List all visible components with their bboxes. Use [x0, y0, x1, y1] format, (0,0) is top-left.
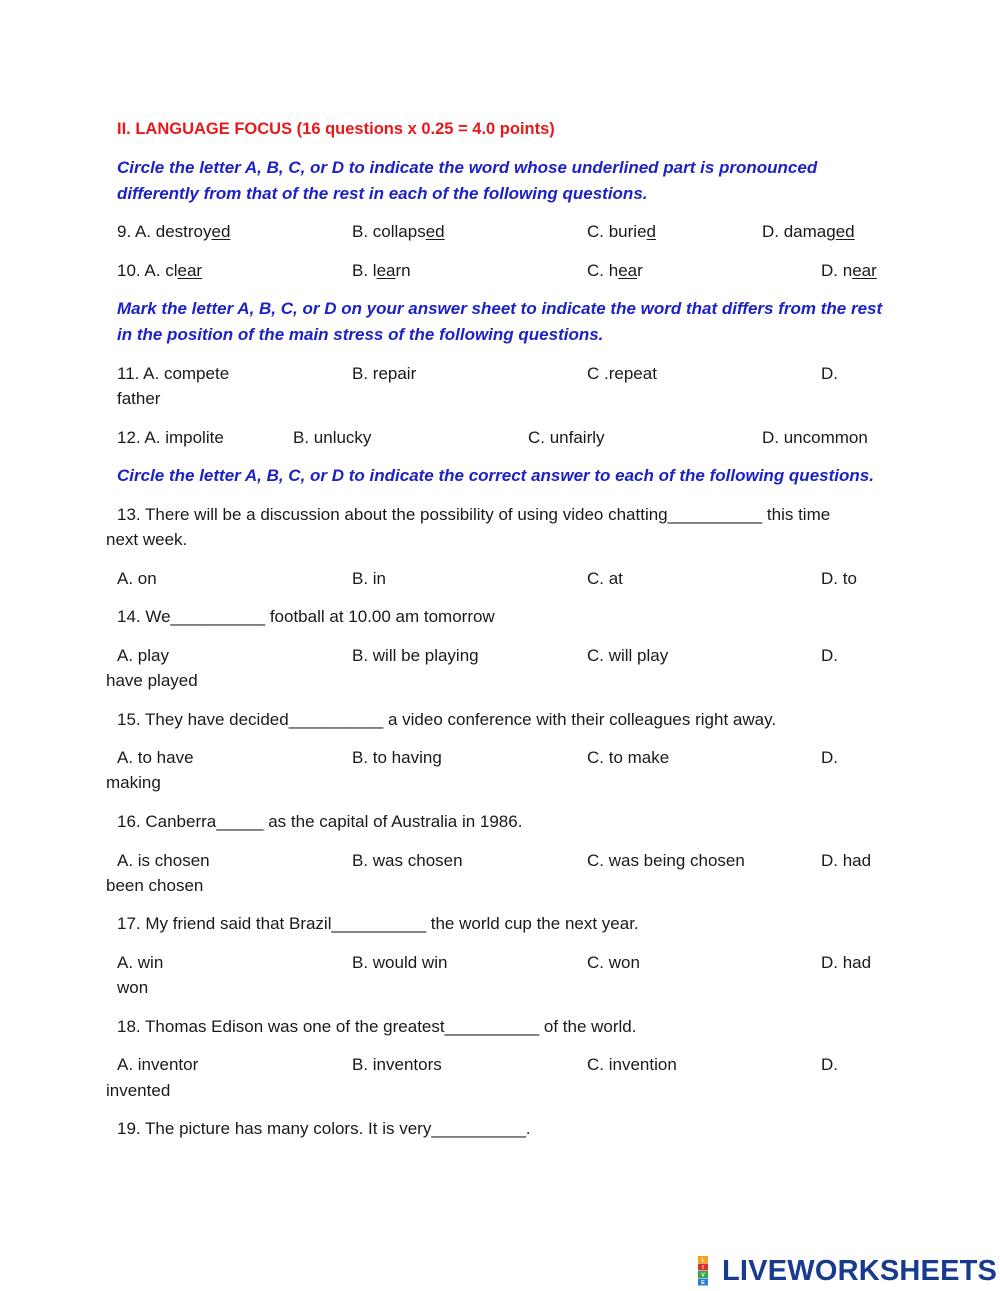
q15-option-b[interactable]: B. to having [352, 748, 442, 767]
q18-option-d[interactable]: D. [821, 1055, 838, 1074]
q13-option-c[interactable]: C. at [587, 569, 623, 588]
q18-option-a[interactable]: A. inventor [117, 1055, 199, 1074]
q14-option-b[interactable]: B. will be playing [352, 646, 479, 665]
q9-option-c[interactable]: C. buried [587, 222, 656, 241]
q12-option-d[interactable]: D. uncommon [762, 428, 868, 447]
q18-stem: 18. Thomas Edison was one of the greatest__________ of the world. [117, 1017, 637, 1036]
underlined-part: ed [211, 222, 231, 241]
q14-option-d-wrap: have played [106, 671, 198, 690]
q10-option-a[interactable]: 10. A. clear [117, 261, 203, 280]
q11-option-d[interactable]: D. [821, 364, 838, 383]
q16-option-b[interactable]: B. was chosen [352, 851, 463, 870]
q15-stem: 15. They have decided__________ a video conference with their colleagues right away. [117, 710, 777, 729]
logo-text: LIVEWORKSHEETS [722, 1255, 998, 1287]
instruction-stress: Mark the letter A, B, C, or D on your answer sheet to indicate the word that differs from the rest in the position of the main stress of the following questions. [117, 299, 883, 344]
q12-option-c[interactable]: C. unfairly [528, 428, 605, 447]
q16-option-d[interactable]: D. had [821, 851, 872, 870]
q10-option-c[interactable]: C. hear [587, 261, 643, 280]
logo-live-blocks-icon [698, 1256, 722, 1286]
q16-option-a[interactable]: A. is chosen [117, 851, 210, 870]
q10-option-d[interactable]: D. near [821, 261, 877, 280]
underlined-part: ear [177, 261, 203, 280]
underlined-part: ea [376, 261, 396, 280]
q13-stem-wrap: next week. [106, 530, 188, 549]
instruction-pronunciation: Circle the letter A, B, C, or D to indicate the word whose underlined part is pronounced differently from that of the rest in each of the following questions. [117, 158, 818, 203]
q9-option-d[interactable]: D. damaged [762, 222, 855, 241]
q15-option-a[interactable]: A. to have [117, 748, 194, 767]
q15-option-c[interactable]: C. to make [587, 748, 670, 767]
q18-option-b[interactable]: B. inventors [352, 1055, 442, 1074]
q14-option-a[interactable]: A. play [117, 646, 169, 665]
underlined-part: ed [425, 222, 445, 241]
q10-option-b[interactable]: B. learn [352, 261, 411, 280]
q16-stem: 16. Canberra_____ as the capital of Australia in 1986. [117, 812, 523, 831]
q15-option-d-wrap: making [106, 773, 161, 792]
q13-option-a[interactable]: A. on [117, 569, 157, 588]
underlined-part: ea [618, 261, 638, 280]
q18-option-c[interactable]: C. invention [587, 1055, 677, 1074]
q17-option-b[interactable]: B. would win [352, 953, 448, 972]
logo-letter: E [701, 1280, 705, 1286]
underlined-part: d [646, 222, 656, 241]
q11-option-c[interactable]: C .repeat [587, 364, 657, 383]
underlined-part: ed [835, 222, 855, 241]
logo-letter: I [702, 1265, 704, 1271]
q9-option-b[interactable]: B. collapsed [352, 222, 445, 241]
q16-option-c[interactable]: C. was being chosen [587, 851, 745, 870]
instruction-correct-answer: Circle the letter A, B, C, or D to indicate the correct answer to each of the following questions. [117, 466, 874, 485]
q18-option-d-wrap: invented [106, 1081, 171, 1100]
liveworksheets-logo [698, 1254, 997, 1288]
q14-option-c[interactable]: C. will play [587, 646, 669, 665]
logo-letter: V [701, 1272, 705, 1279]
q17-option-a[interactable]: A. win [117, 953, 164, 972]
q13-stem: 13. There will be a discussion about the possibility of using video chatting__________ this time [117, 505, 831, 524]
q9-option-a[interactable]: 9. A. destroyed [117, 222, 231, 241]
q11-option-d-wrap: father [117, 389, 161, 408]
logo-letter: L [701, 1257, 705, 1264]
q17-option-d[interactable]: D. had [821, 953, 872, 972]
q17-option-c[interactable]: C. won [587, 953, 640, 972]
q12-option-b[interactable]: B. unlucky [293, 428, 372, 447]
q15-option-d[interactable]: D. [821, 748, 838, 767]
q14-option-d[interactable]: D. [821, 646, 838, 665]
q16-option-d-wrap: been chosen [106, 876, 204, 895]
q13-option-d[interactable]: D. to [821, 569, 857, 588]
q11-option-b[interactable]: B. repair [352, 364, 417, 383]
q11-option-a[interactable]: 11. A. compete [117, 364, 230, 383]
q12-option-a[interactable]: 12. A. impolite [117, 428, 224, 447]
section-title: II. LANGUAGE FOCUS (16 questions x 0.25 = 4.0 points) [117, 120, 555, 138]
underlined-part: ear [852, 261, 877, 280]
q13-option-b[interactable]: B. in [352, 569, 387, 588]
q17-option-d-wrap: won [117, 978, 149, 997]
q14-stem: 14. We__________ football at 10.00 am tomorrow [117, 607, 495, 626]
q17-stem: 17. My friend said that Brazil__________ the world cup the next year. [117, 914, 639, 933]
q19-stem: 19. The picture has many colors. It is very__________. [117, 1119, 531, 1138]
